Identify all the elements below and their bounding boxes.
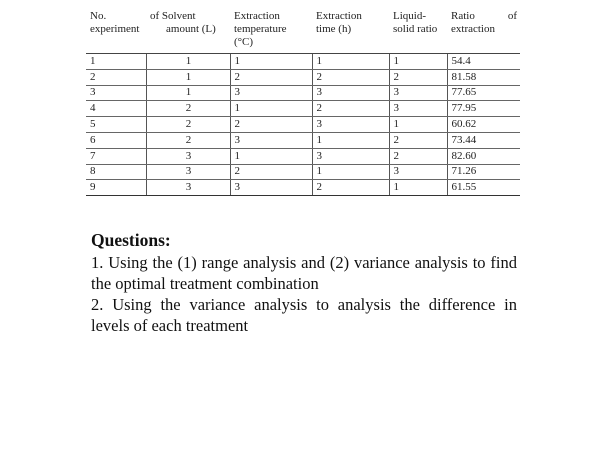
header-ratio-of-extraction bbox=[447, 8, 520, 54]
table-row bbox=[86, 69, 520, 85]
cell-temperature: 3 bbox=[230, 132, 312, 148]
header-experiment-no bbox=[86, 8, 146, 54]
cell-no: 4 bbox=[86, 101, 146, 117]
cell-ratio: 82.60 bbox=[447, 148, 520, 164]
cell-solvent: 2 bbox=[146, 117, 230, 133]
header-temp-text-2: temperature bbox=[234, 23, 287, 35]
header-liquid-text-2: solid ratio bbox=[393, 23, 438, 35]
cell-liquid-solid: 2 bbox=[389, 69, 447, 85]
cell-ratio: 73.44 bbox=[447, 132, 520, 148]
cell-liquid-solid: 3 bbox=[389, 164, 447, 180]
cell-solvent: 2 bbox=[146, 101, 230, 117]
table-row bbox=[86, 101, 520, 117]
header-time-text-2: time (h) bbox=[316, 23, 352, 35]
cell-no: 1 bbox=[86, 54, 146, 70]
cell-liquid-solid: 1 bbox=[389, 180, 447, 196]
cell-temperature: 2 bbox=[230, 117, 312, 133]
header-liquid-solid-ratio bbox=[389, 8, 447, 54]
cell-no: 2 bbox=[86, 69, 146, 85]
questions-heading: Questions: bbox=[91, 230, 171, 250]
cell-time: 3 bbox=[312, 148, 389, 164]
header-no-text: No. bbox=[90, 10, 107, 22]
cell-no: 9 bbox=[86, 180, 146, 196]
questions-section bbox=[91, 230, 517, 336]
cell-liquid-solid: 2 bbox=[389, 132, 447, 148]
cell-solvent: 3 bbox=[146, 148, 230, 164]
cell-ratio: 71.26 bbox=[447, 164, 520, 180]
cell-solvent: 1 bbox=[146, 69, 230, 85]
question-1: 1. Using the (1) range analysis and (2) variance analysis to find the optimal treatment combination bbox=[91, 253, 517, 293]
cell-ratio: 77.65 bbox=[447, 85, 520, 101]
header-solvent-text: Solvent bbox=[161, 10, 196, 22]
header-ratio-text-2: extraction bbox=[451, 23, 495, 35]
header-temp-text-3: (°C) bbox=[234, 36, 254, 48]
header-extraction-temperature bbox=[230, 8, 312, 54]
table-header-row bbox=[86, 8, 520, 54]
cell-time: 2 bbox=[312, 180, 389, 196]
cell-liquid-solid: 1 bbox=[389, 117, 447, 133]
cell-ratio: 61.55 bbox=[447, 180, 520, 196]
cell-temperature: 1 bbox=[230, 54, 312, 70]
cell-temperature: 3 bbox=[230, 180, 312, 196]
cell-liquid-solid: 2 bbox=[389, 148, 447, 164]
cell-no: 5 bbox=[86, 117, 146, 133]
header-liquid-text: Liquid- bbox=[393, 10, 426, 22]
table-row bbox=[86, 164, 520, 180]
cell-no: 7 bbox=[86, 148, 146, 164]
cell-time: 1 bbox=[312, 164, 389, 180]
cell-temperature: 2 bbox=[230, 164, 312, 180]
table-row bbox=[86, 180, 520, 196]
table-row bbox=[86, 148, 520, 164]
cell-liquid-solid: 3 bbox=[389, 101, 447, 117]
cell-ratio: 60.62 bbox=[447, 117, 520, 133]
cell-temperature: 1 bbox=[230, 148, 312, 164]
header-extraction-time bbox=[312, 8, 389, 54]
cell-temperature: 1 bbox=[230, 101, 312, 117]
cell-time: 1 bbox=[312, 54, 389, 70]
cell-time: 3 bbox=[312, 117, 389, 133]
cell-temperature: 2 bbox=[230, 69, 312, 85]
header-temp-text: Extraction bbox=[234, 10, 280, 22]
cell-no: 6 bbox=[86, 132, 146, 148]
header-ratio-text: Ratio bbox=[451, 10, 475, 22]
cell-solvent: 3 bbox=[146, 164, 230, 180]
cell-time: 1 bbox=[312, 132, 389, 148]
header-ratio-of: of bbox=[507, 10, 517, 22]
cell-time: 3 bbox=[312, 85, 389, 101]
cell-ratio: 77.95 bbox=[447, 101, 520, 117]
experiment-table bbox=[86, 8, 520, 196]
header-no-text-2: experiment bbox=[90, 23, 140, 35]
cell-solvent: 1 bbox=[146, 54, 230, 70]
cell-solvent: 1 bbox=[146, 85, 230, 101]
cell-ratio: 54.4 bbox=[447, 54, 520, 70]
header-time-text: Extraction bbox=[316, 10, 362, 22]
cell-time: 2 bbox=[312, 101, 389, 117]
table-row bbox=[86, 117, 520, 133]
question-2: 2. Using the variance analysis to analysis the difference in levels of each treatment bbox=[91, 295, 517, 335]
cell-no: 3 bbox=[86, 85, 146, 101]
cell-temperature: 3 bbox=[230, 85, 312, 101]
table-row bbox=[86, 54, 520, 70]
header-solvent-amount bbox=[146, 8, 230, 54]
table-row bbox=[86, 132, 520, 148]
cell-solvent: 2 bbox=[146, 132, 230, 148]
cell-solvent: 3 bbox=[146, 180, 230, 196]
header-solvent-text-2: amount (L) bbox=[166, 23, 216, 35]
table-row bbox=[86, 85, 520, 101]
cell-time: 2 bbox=[312, 69, 389, 85]
header-no-of: of bbox=[150, 10, 160, 22]
cell-liquid-solid: 1 bbox=[389, 54, 447, 70]
cell-no: 8 bbox=[86, 164, 146, 180]
cell-ratio: 81.58 bbox=[447, 69, 520, 85]
cell-liquid-solid: 3 bbox=[389, 85, 447, 101]
